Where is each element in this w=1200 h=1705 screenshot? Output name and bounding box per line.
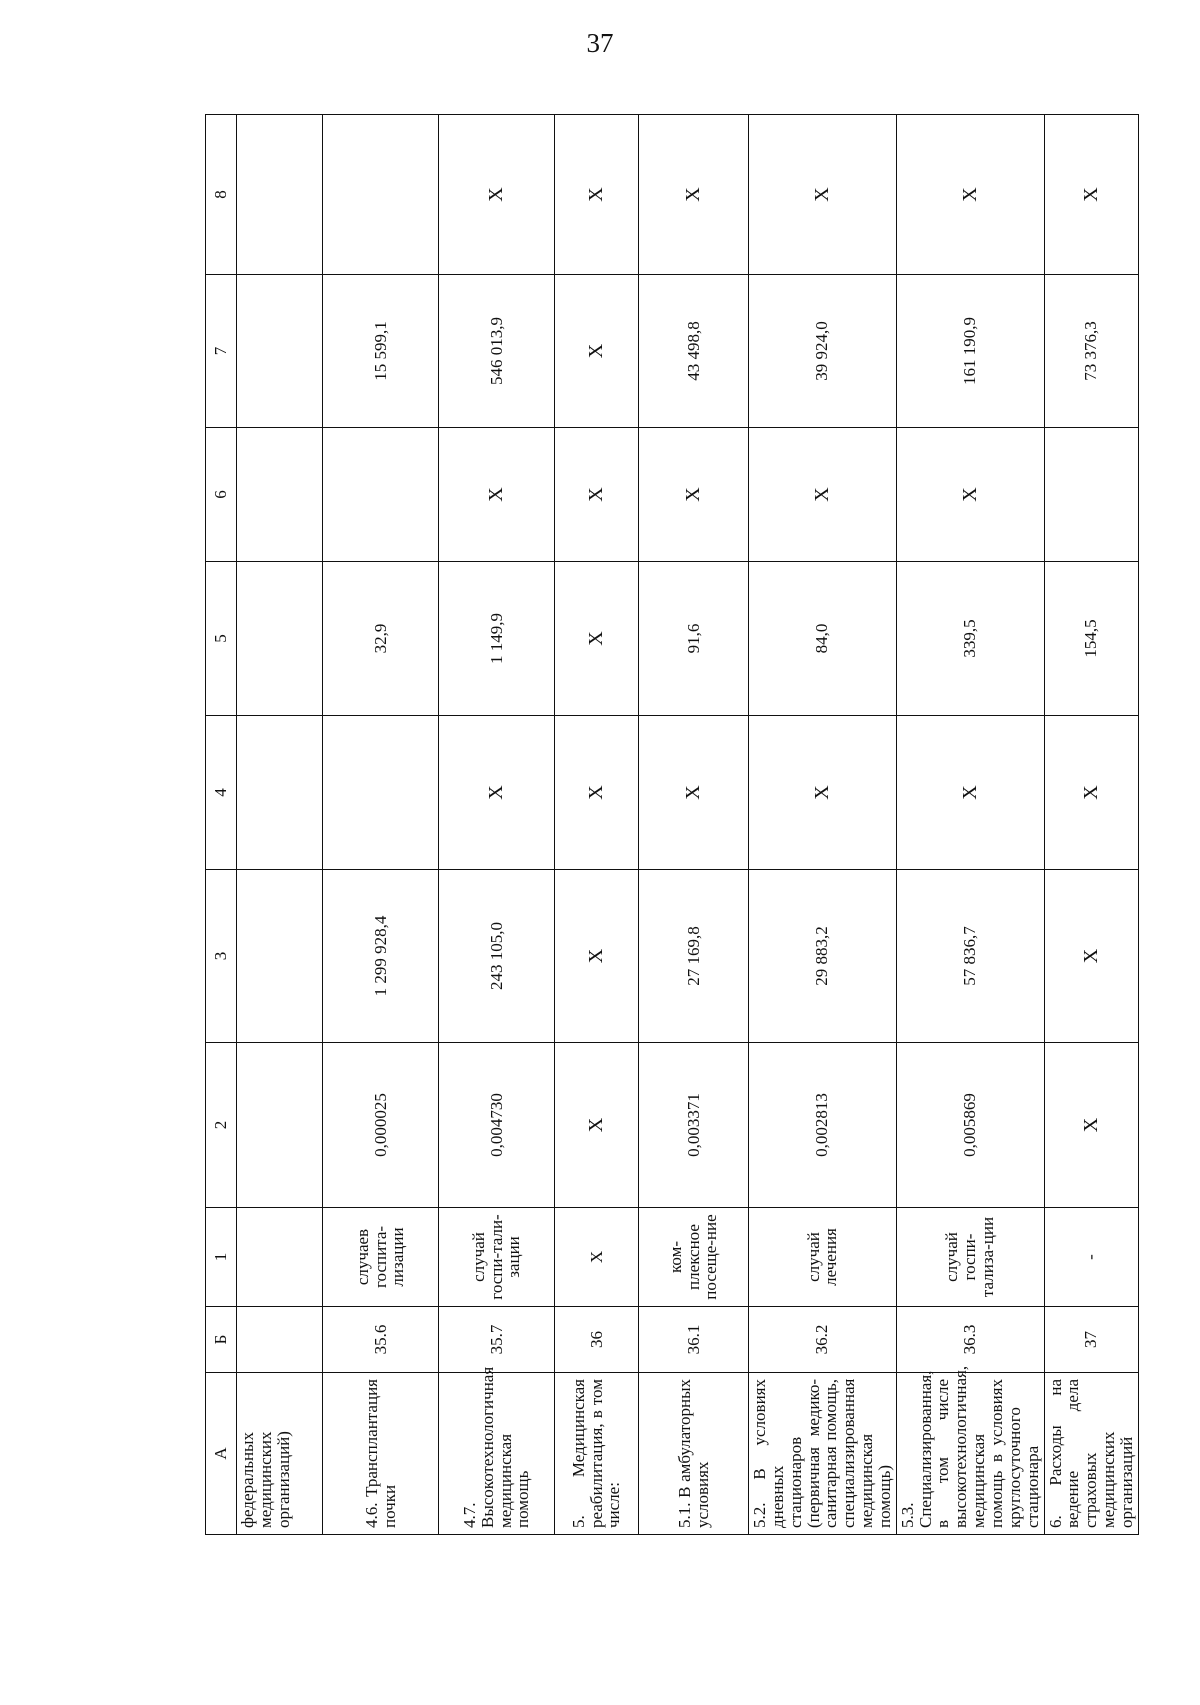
table-row: [749, 115, 897, 1535]
cell-b: 35.6: [323, 1307, 439, 1373]
cell-c5: [237, 562, 323, 716]
cell-c2: X: [1044, 1043, 1138, 1208]
cell-c4: [237, 716, 323, 870]
cell-a: 4.6. Трансплантация почки: [323, 1373, 439, 1535]
cell-c6: X: [439, 428, 555, 562]
cell-c7: X: [555, 275, 639, 428]
cell-c5: 1 149,9: [439, 562, 555, 716]
rotated-table-container: [205, 115, 1136, 1535]
cell-a: 5.1. В амбулаторных условиях: [639, 1373, 749, 1535]
cell-a: 6. Расходы на ведение дела страховых медицинских организаций: [1044, 1373, 1138, 1535]
cell-c7: [237, 275, 323, 428]
cell-c3: [237, 870, 323, 1043]
cell-c3: X: [1044, 870, 1138, 1043]
table-body: [237, 115, 1139, 1535]
cell-c8: X: [439, 115, 555, 275]
cell-c7: 15 599,1: [323, 275, 439, 428]
table-row: [237, 115, 323, 1535]
cell-c2: 0,005869: [896, 1043, 1044, 1208]
cell-c6: [237, 428, 323, 562]
cell-c6: [323, 428, 439, 562]
cell-c8: X: [639, 115, 749, 275]
cell-b: 36.3: [896, 1307, 1044, 1373]
cell-c1: -: [1044, 1208, 1138, 1307]
cell-c2: 0,004730: [439, 1043, 555, 1208]
table-row: [1044, 115, 1138, 1535]
column-header-3: 2: [206, 1043, 237, 1208]
cell-a: 5.2. В условиях дневных стационаров (первичная медико-санитарная помощь, специализированная медицинская помощь): [749, 1373, 897, 1535]
cell-c3: 1 299 928,4: [323, 870, 439, 1043]
data-table: [205, 114, 1139, 1535]
column-header-2: 1: [206, 1208, 237, 1307]
cell-c6: [1044, 428, 1138, 562]
cell-c1: случай лечения: [749, 1208, 897, 1307]
cell-c2: [237, 1043, 323, 1208]
cell-c8: X: [555, 115, 639, 275]
cell-a: федеральных медицинских организаций): [237, 1373, 323, 1535]
header-row: [206, 115, 237, 1535]
cell-c3: 27 169,8: [639, 870, 749, 1043]
column-header-8: 7: [206, 275, 237, 428]
column-header-6: 5: [206, 562, 237, 716]
cell-c8: X: [896, 115, 1044, 275]
cell-c1: [237, 1208, 323, 1307]
cell-c6: X: [555, 428, 639, 562]
cell-c2: 0,000025: [323, 1043, 439, 1208]
table-row: [439, 115, 555, 1535]
page-number: 37: [586, 28, 614, 58]
cell-c6: X: [639, 428, 749, 562]
cell-c4: X: [439, 716, 555, 870]
cell-c1: случай госпи-тализа-ции: [896, 1208, 1044, 1307]
cell-c2: 0,003371: [639, 1043, 749, 1208]
cell-c4: X: [555, 716, 639, 870]
cell-c7: 161 190,9: [896, 275, 1044, 428]
cell-c5: 84,0: [749, 562, 897, 716]
cell-c1: ком-плексное посеще-ние: [639, 1208, 749, 1307]
cell-c4: X: [896, 716, 1044, 870]
cell-c1: X: [555, 1208, 639, 1307]
cell-c8: [323, 115, 439, 275]
cell-c5: 154,5: [1044, 562, 1138, 716]
cell-c8: X: [1044, 115, 1138, 275]
cell-c5: X: [555, 562, 639, 716]
cell-c3: 29 883,2: [749, 870, 897, 1043]
cell-c5: 91,6: [639, 562, 749, 716]
table-row: [555, 115, 639, 1535]
cell-c7: 73 376,3: [1044, 275, 1138, 428]
cell-c7: 546 013,9: [439, 275, 555, 428]
column-header-0: А: [206, 1373, 237, 1535]
cell-c4: X: [749, 716, 897, 870]
cell-a: 4.7. Высокотехнологичная медицинская помощь: [439, 1373, 555, 1535]
cell-c2: 0,002813: [749, 1043, 897, 1208]
cell-b: 36: [555, 1307, 639, 1373]
cell-c5: 339,5: [896, 562, 1044, 716]
cell-c5: 32,9: [323, 562, 439, 716]
cell-b: 36.2: [749, 1307, 897, 1373]
cell-c1: случай госпи-тали-зации: [439, 1208, 555, 1307]
cell-b: 36.1: [639, 1307, 749, 1373]
cell-a: 5.3. Специализированная, в том числе высокотехнологичная, медицинская помощь в условиях круглосуточного стационара: [896, 1373, 1044, 1535]
column-header-9: 8: [206, 115, 237, 275]
cell-c1: случаев госпита-лизации: [323, 1208, 439, 1307]
cell-a: 5. Медицинская реабилитация, в том числе:: [555, 1373, 639, 1535]
cell-c6: X: [896, 428, 1044, 562]
table-row: [323, 115, 439, 1535]
cell-c7: 39 924,0: [749, 275, 897, 428]
column-header-4: 3: [206, 870, 237, 1043]
table-row: [896, 115, 1044, 1535]
cell-b: 37: [1044, 1307, 1138, 1373]
cell-c8: [237, 115, 323, 275]
cell-b: [237, 1307, 323, 1373]
cell-c3: 243 105,0: [439, 870, 555, 1043]
cell-c4: X: [1044, 716, 1138, 870]
table-row: [639, 115, 749, 1535]
cell-c3: X: [555, 870, 639, 1043]
cell-c6: X: [749, 428, 897, 562]
cell-c3: 57 836,7: [896, 870, 1044, 1043]
column-header-1: Б: [206, 1307, 237, 1373]
cell-c2: X: [555, 1043, 639, 1208]
cell-c8: X: [749, 115, 897, 275]
column-header-7: 6: [206, 428, 237, 562]
cell-c4: [323, 716, 439, 870]
cell-b: 35.7: [439, 1307, 555, 1373]
cell-c4: X: [639, 716, 749, 870]
cell-c7: 43 498,8: [639, 275, 749, 428]
column-header-5: 4: [206, 716, 237, 870]
